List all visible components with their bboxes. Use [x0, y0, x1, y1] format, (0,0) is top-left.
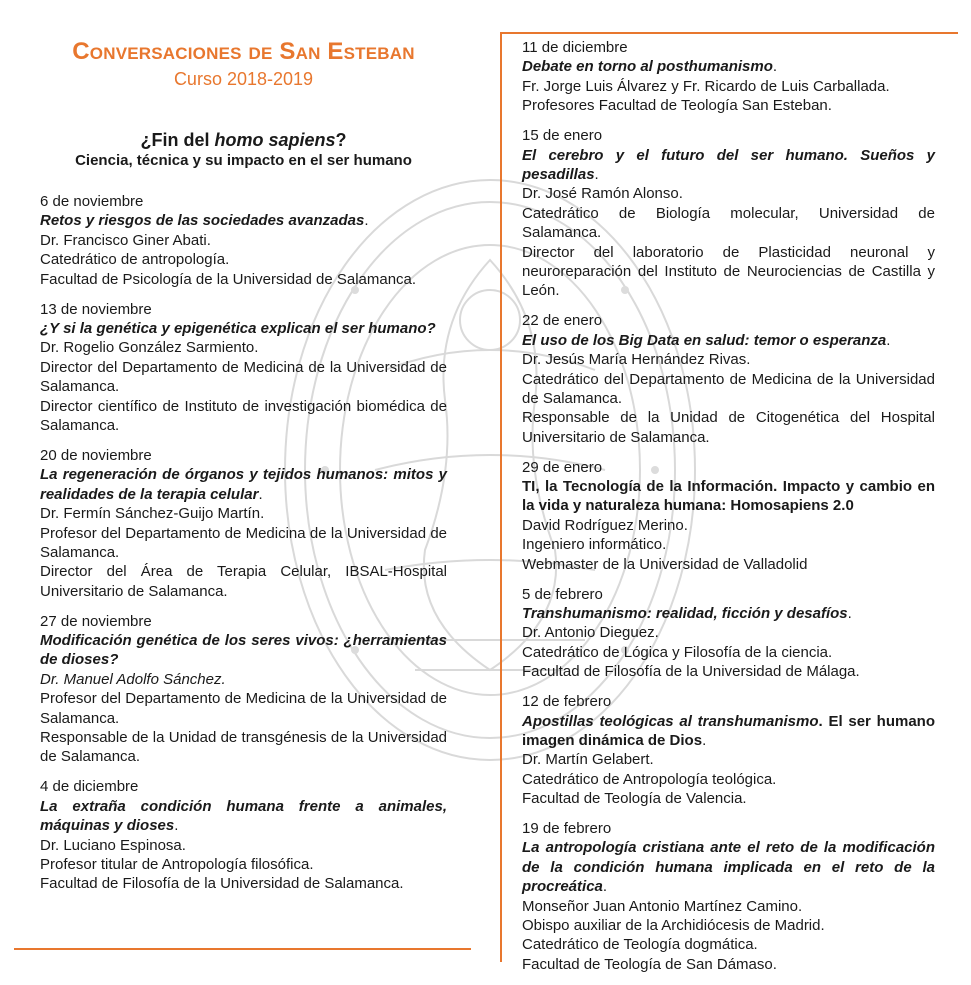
session-line: Monseñor Juan Antonio Martínez Camino. — [522, 897, 803, 915]
session-line: Catedrático de Teología dogmática. — [522, 936, 758, 954]
session-title: TI, la Tecnología de la Información. Impacto y cambio en la vida y naturaleza humana: Homosapiens 2.0 — [522, 478, 935, 515]
session-title: El cerebro y el futuro del ser humano. Sueños y pesadillas. — [522, 146, 935, 183]
session-date: 12 de febrero — [522, 693, 612, 711]
session-title: Retos y riesgos de las sociedades avanzadas. — [40, 212, 369, 230]
session-title: ¿Y si la genética y epigenética explican el ser humano? — [40, 319, 436, 337]
session-line: Dr. Jesús María Hernández Rivas. — [522, 351, 751, 369]
session-date: 11 de diciembre — [522, 39, 628, 56]
session-line: Director del laboratorio de Plasticidad neuronal y neuroreparación del Instituto de Neurociencias de Castilla y León. — [522, 243, 935, 300]
session-line: Director del Área de Terapia Celular, IBSAL-Hospital Universitario de Salamanca. — [40, 563, 447, 600]
session-line: Dr. Martín Gelabert. — [522, 751, 654, 769]
orange-frame-top-right — [500, 32, 958, 34]
session-line: Profesor del Departamento de Medicina de la Universidad de Salamanca. — [40, 524, 447, 561]
session-line: Responsable de la Unidad de transgénesis de la Universidad de Salamanca. — [40, 729, 447, 766]
session-date: 20 de noviembre — [40, 446, 152, 464]
session-line: Dr. José Ramón Alonso. — [522, 185, 683, 203]
session-line: Facultad de Teología de San Dámaso. — [522, 955, 777, 973]
session-line: Dr. Luciano Espinosa. — [40, 836, 186, 854]
session-title: Debate en torno al posthumanismo. — [522, 58, 778, 76]
session — [522, 819, 935, 974]
session-line: Facultad de Filosofía de la Universidad de Salamanca. — [40, 875, 404, 893]
session-line: Profesor del Departamento de Medicina de la Universidad de Salamanca. — [40, 690, 447, 727]
session-date: 13 de noviembre — [40, 300, 152, 318]
session — [522, 585, 935, 682]
session-line: Catedrático de Lógica y Filosofía de la ciencia. — [522, 643, 833, 661]
session-line: Catedrático del Departamento de Medicina de la Universidad de Salamanca. — [522, 370, 935, 407]
session-title: Apostillas teológicas al transhumanismo. El ser humano imagen dinámica de Dios. — [522, 712, 935, 749]
theme-title: ¿Fin del homo sapiens? — [140, 130, 347, 150]
session-title: Transhumanismo: realidad, ficción y desafíos. — [522, 604, 852, 622]
session-speaker: Dr. Manuel Adolfo Sánchez. — [40, 670, 226, 688]
session — [40, 192, 447, 289]
session-line: Obispo auxiliar de la Archidiócesis de Madrid. — [522, 917, 825, 935]
theme-title-italic: homo sapiens — [214, 130, 336, 150]
session-date: 29 de enero — [522, 458, 603, 476]
session-title: Modificación genética de los seres vivos: ¿herramientas de dioses? — [40, 632, 447, 669]
session — [522, 38, 935, 116]
session-line: David Rodríguez Merino. — [522, 516, 688, 534]
session-title: La regeneración de órganos y tejidos humanos: mitos y realidades de la terapia celular. — [40, 466, 447, 503]
session-line: Facultad de Teología de Valencia. — [522, 790, 747, 808]
program-header — [40, 38, 447, 91]
session — [522, 458, 935, 574]
course-year: Curso 2018-2019 — [173, 69, 314, 89]
session-title: El uso de los Big Data en salud: temor o esperanza. — [522, 331, 891, 349]
session-date: 15 de enero — [522, 127, 603, 145]
session-line: Dr. Antonio Dieguez. — [522, 624, 659, 642]
session-line: Responsable de la Unidad de Citogenética del Hospital Universitario de Salamanca. — [522, 409, 935, 446]
session-line: Catedrático de Biología molecular, Universidad de Salamanca. — [522, 204, 935, 242]
session-line: Director del Departamento de Medicina de la Universidad de Salamanca. — [40, 358, 447, 396]
session — [522, 126, 935, 301]
session — [40, 446, 447, 601]
session — [522, 311, 935, 447]
session-date: 4 de diciembre — [40, 778, 139, 796]
session-line: Ingeniero informático. — [522, 536, 667, 554]
sessions-right-column — [522, 38, 935, 985]
series-title: Conversaciones de San Esteban — [72, 38, 415, 65]
session-line: Fr. Jorge Luis Álvarez y Fr. Ricardo de Luis Carballada. — [522, 77, 890, 95]
orange-frame-divider — [500, 32, 502, 962]
session — [40, 300, 447, 436]
session-line: Dr. Rogelio González Sarmiento. — [40, 339, 259, 357]
session-date: 6 de noviembre — [40, 193, 144, 210]
session-line: Webmaster de la Universidad de Valladolid — [522, 555, 808, 573]
session-line: Director científico de Instituto de investigación biomédica de Salamanca. — [40, 397, 447, 434]
session — [40, 612, 447, 767]
session-date: 5 de febrero — [522, 585, 603, 603]
theme-subtitle: Ciencia, técnica y su impacto en el ser humano — [75, 152, 412, 169]
session-title: La antropología cristiana ante el reto de la modificación de la condición humana implicada en el reto de la procreática. — [522, 839, 935, 896]
session — [40, 777, 447, 893]
session-date: 19 de febrero — [522, 820, 612, 838]
session-line: Facultad de Psicología de la Universidad de Salamanca. — [40, 270, 417, 288]
session-line: Profesores Facultad de Teología San Esteban. — [522, 97, 832, 115]
session-line: Dr. Francisco Giner Abati. — [40, 231, 211, 249]
session-date: 22 de enero — [522, 312, 603, 330]
session-line: Catedrático de Antropología teológica. — [522, 770, 777, 788]
session — [522, 692, 935, 808]
session-date: 27 de noviembre — [40, 612, 152, 630]
sessions-left-column — [40, 192, 447, 904]
session-line: Catedrático de antropología. — [40, 251, 230, 269]
session-title: La extraña condición humana frente a animales, máquinas y dioses. — [40, 797, 447, 835]
session-line: Profesor titular de Antropología filosófica. — [40, 856, 314, 873]
program-theme — [40, 129, 447, 171]
orange-frame-bottom-left — [14, 948, 471, 950]
session-line: Facultad de Filosofía de la Universidad de Málaga. — [522, 663, 860, 681]
session-line: Dr. Fermín Sánchez-Guijo Martín. — [40, 505, 265, 523]
